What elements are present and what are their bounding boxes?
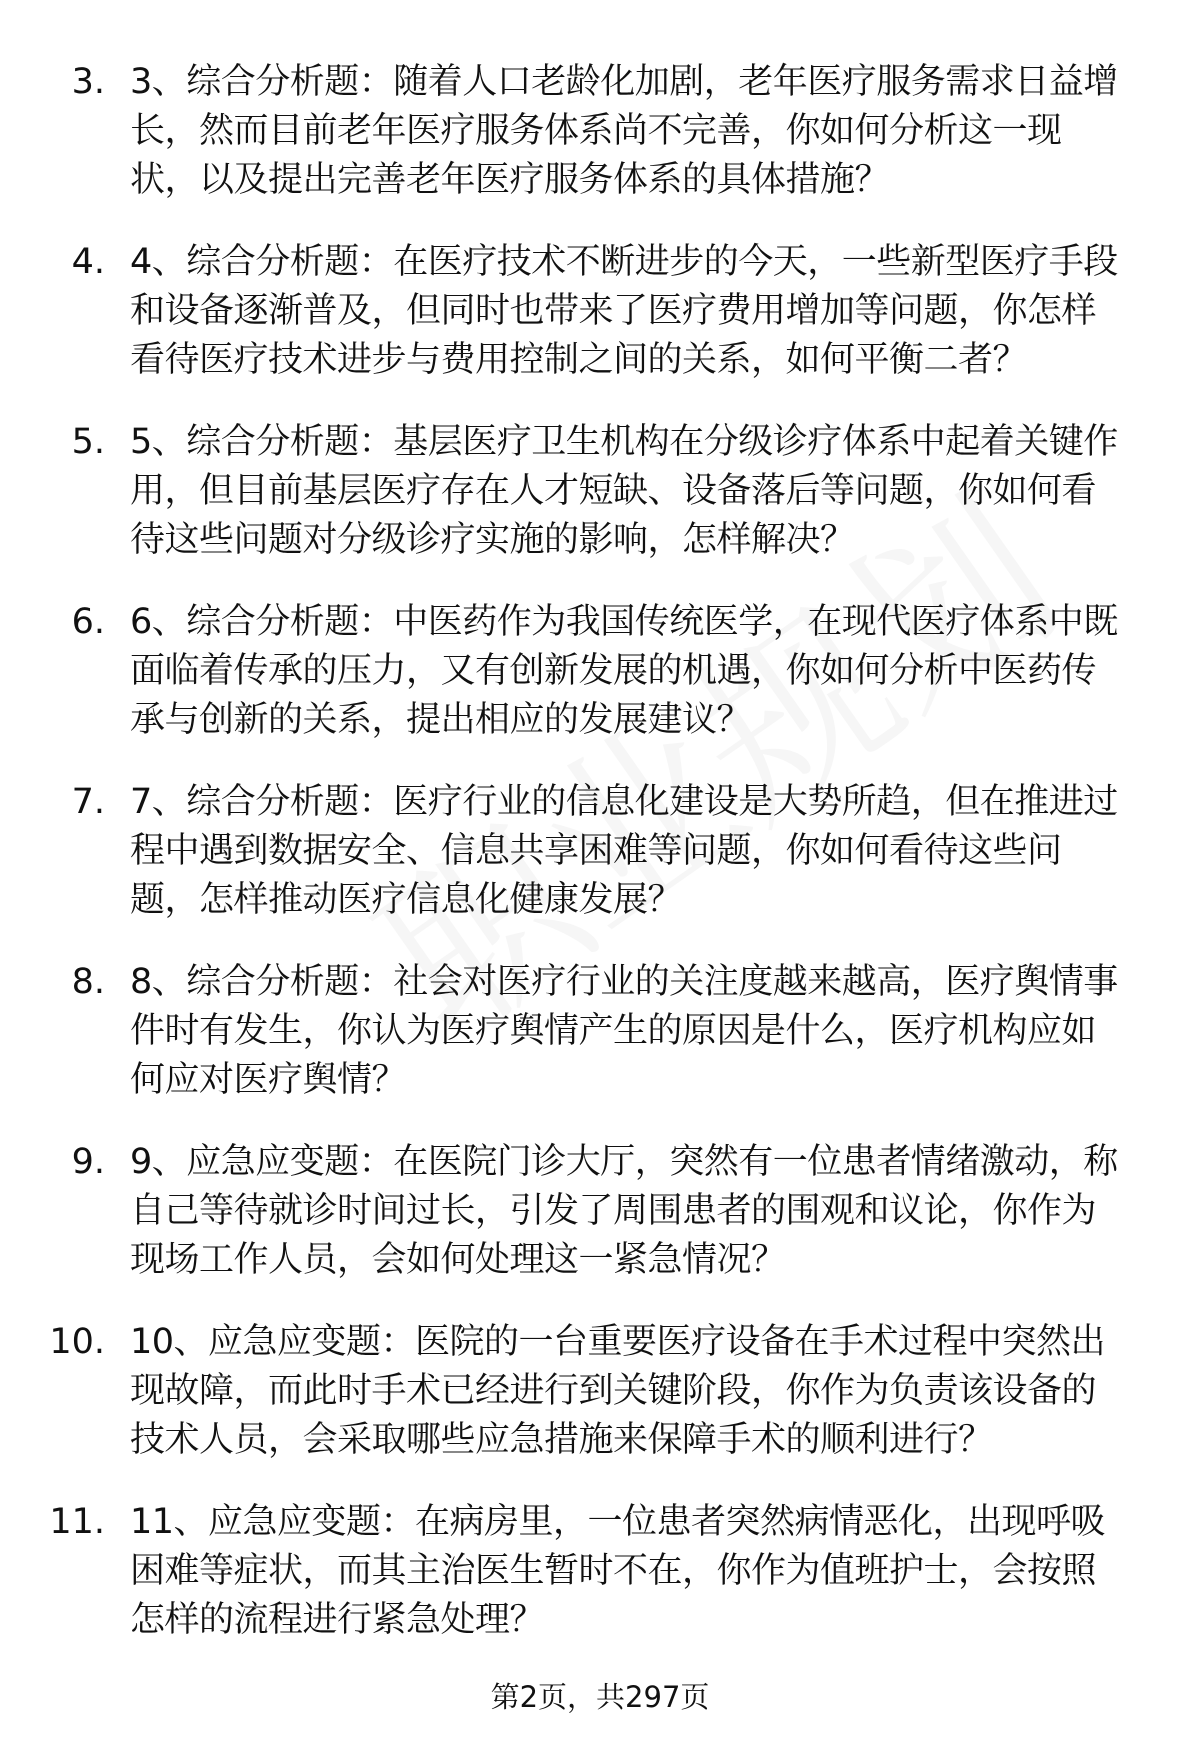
question-text-line: 3、综合分析题：随着人口老龄化加剧，老年医疗服务需求日益增 xyxy=(130,62,1118,102)
question-item xyxy=(0,778,1200,958)
question-text-line: 看待医疗技术进步与费用控制之间的关系，如何平衡二者？ xyxy=(130,340,1028,380)
question-text-line: 4、综合分析题：在医疗技术不断进步的今天，一些新型医疗手段 xyxy=(130,242,1118,282)
question-text-line: 题，怎样推动医疗信息化健康发展？ xyxy=(130,880,683,920)
question-number: 7. xyxy=(71,782,105,822)
question-text-line: 承与创新的关系，提出相应的发展建议？ xyxy=(130,700,752,740)
question-text-line: 5、综合分析题：基层医疗卫生机构在分级诊疗体系中起着关键作 xyxy=(130,422,1118,462)
question-text-line: 11、应急应变题：在病房里，一位患者突然病情恶化，出现呼吸 xyxy=(130,1502,1106,1542)
question-number: 9. xyxy=(71,1142,105,1182)
question-item xyxy=(0,1498,1200,1678)
page-number: 第2页，共297页 xyxy=(490,1680,710,1714)
question-number: 10. xyxy=(49,1322,105,1362)
question-number: 6. xyxy=(71,602,105,642)
question-item xyxy=(0,1318,1200,1498)
question-text xyxy=(130,238,1170,385)
question-text-line: 何应对医疗舆情？ xyxy=(130,1060,407,1100)
question-text-line: 程中遇到数据安全、信息共享困难等问题，你如何看待这些问 xyxy=(130,831,1062,871)
question-number: 5. xyxy=(71,422,105,462)
question-text xyxy=(130,598,1170,745)
question-text-line: 10、应急应变题：医院的一台重要医疗设备在手术过程中突然出 xyxy=(130,1322,1106,1362)
question-text-line: 现故障，而此时手术已经进行到关键阶段，你作为负责该设备的 xyxy=(130,1371,1097,1411)
question-number: 4. xyxy=(71,242,105,282)
question-text-line: 件时有发生，你认为医疗舆情产生的原因是什么，医疗机构应如 xyxy=(130,1011,1097,1051)
question-number: 3. xyxy=(71,62,105,102)
question-text xyxy=(130,58,1170,205)
question-text-line: 长，然而目前老年医疗服务体系尚不完善，你如何分析这一现 xyxy=(130,111,1062,151)
question-text-line: 待这些问题对分级诊疗实施的影响，怎样解决？ xyxy=(130,520,855,560)
question-text-line: 怎样的流程进行紧急处理？ xyxy=(130,1600,545,1640)
question-text xyxy=(130,778,1170,925)
question-number: 11. xyxy=(49,1502,105,1542)
question-text-line: 9、应急应变题：在医院门诊大厅，突然有一位患者情绪激动，称 xyxy=(130,1142,1118,1182)
question-item xyxy=(0,418,1200,598)
question-text-line: 技术人员，会采取哪些应急措施来保障手术的顺利进行？ xyxy=(130,1420,993,1460)
question-text-line: 6、综合分析题：中医药作为我国传统医学，在现代医疗体系中既 xyxy=(130,602,1118,642)
question-list xyxy=(0,58,1200,1678)
question-text-line: 用，但目前基层医疗存在人才短缺、设备落后等问题，你如何看 xyxy=(130,471,1097,511)
question-item xyxy=(0,598,1200,778)
question-item xyxy=(0,238,1200,418)
question-text xyxy=(130,1138,1170,1285)
question-text-line: 面临着传承的压力，又有创新发展的机遇，你如何分析中医药传 xyxy=(130,651,1097,691)
question-text-line: 7、综合分析题：医疗行业的信息化建设是大势所趋，但在推进过 xyxy=(130,782,1118,822)
question-text-line: 状，以及提出完善老年医疗服务体系的具体措施？ xyxy=(130,160,890,200)
question-item xyxy=(0,58,1200,238)
question-item xyxy=(0,958,1200,1138)
question-text xyxy=(130,1318,1170,1465)
question-text-line: 困难等症状，而其主治医生暂时不在，你作为值班护士，会按照 xyxy=(130,1551,1097,1591)
question-text-line: 和设备逐渐普及，但同时也带来了医疗费用增加等问题，你怎样 xyxy=(130,291,1097,331)
question-text xyxy=(130,958,1170,1105)
question-text-line: 现场工作人员，会如何处理这一紧急情况？ xyxy=(130,1240,786,1280)
question-text-line: 8、综合分析题：社会对医疗行业的关注度越来越高，医疗舆情事 xyxy=(130,962,1118,1002)
question-text xyxy=(130,418,1170,565)
question-item xyxy=(0,1138,1200,1318)
question-number: 8. xyxy=(71,962,105,1002)
question-text-line: 自己等待就诊时间过长，引发了周围患者的围观和议论，你作为 xyxy=(130,1191,1097,1231)
question-text xyxy=(130,1498,1170,1645)
